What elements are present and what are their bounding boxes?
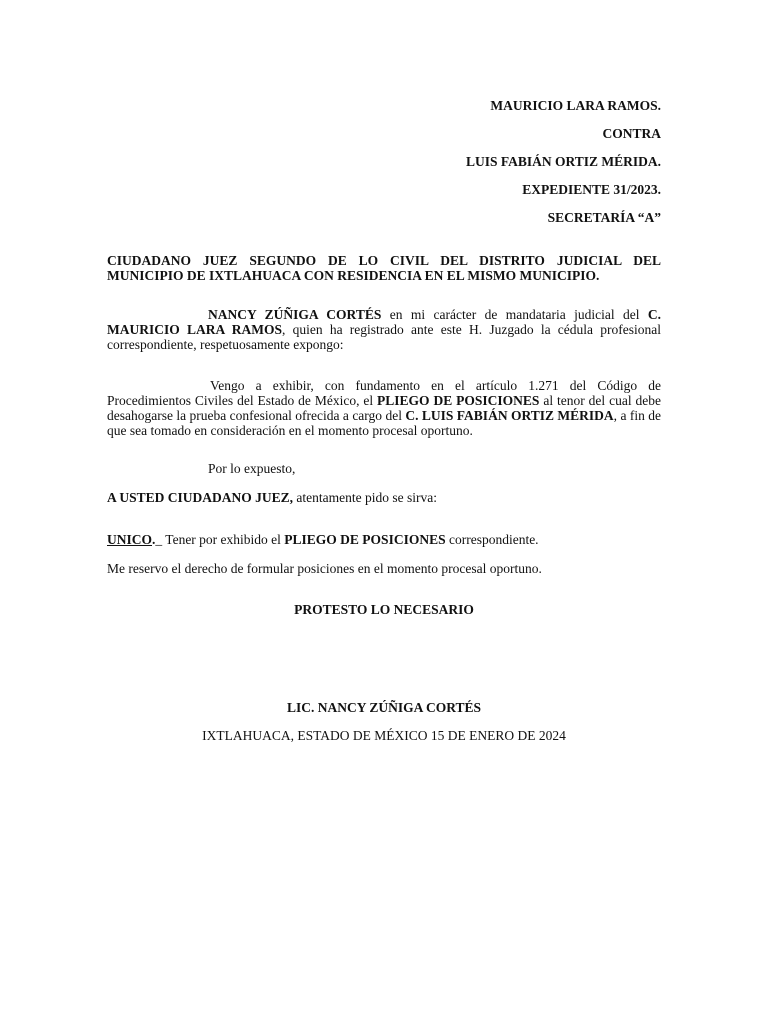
place-and-date: IXTLAHUACA, ESTADO DE MÉXICO 15 DE ENERO DE 2024 (202, 728, 566, 743)
p2-bold-1: PLIEGO DE POSICIONES (377, 393, 540, 408)
unico-label: UNICO (107, 532, 153, 547)
caption-secretaria: SECRETARÍA “A” (547, 210, 661, 225)
paragraph-reserva: Me reservo el derecho de formular posiciones en el momento procesal oportuno. (107, 561, 542, 576)
p5-text-2: correspondiente. (445, 532, 539, 547)
caption-demandado: LUIS FABIÁN ORTIZ MÉRIDA. (465, 154, 661, 169)
p2-text-2: al tenor del cual debe desahogarse la prueba confesional ofrecida a cargo del (107, 393, 661, 423)
protesto-heading: PROTESTO LO NECESARIO (294, 602, 474, 617)
p2-text-3: , a fin de que sea tomado en consideración en el momento procesal oportuno. (107, 408, 661, 438)
p2-text-1: Vengo a exhibir, con fundamento en el artículo 1.271 del Código de Procedimientos Civiles del Estado de México, el (107, 378, 661, 408)
p4-bold: A USTED CIUDADANO JUEZ, (107, 490, 294, 505)
p5-bold: PLIEGO DE POSICIONES (284, 532, 446, 547)
p1-text-2: , quien ha registrado ante este H. Juzgado la cédula profesional correspondiente, respetuosamente expongo: (107, 322, 661, 352)
p5-text-1: _ Tener por exhibido el (155, 532, 285, 547)
caption-actor: MAURICIO LARA RAMOS. (490, 98, 661, 113)
paragraph-exhibit (107, 378, 661, 438)
caption-contra: CONTRA (602, 126, 661, 141)
paragraph-request (107, 490, 661, 505)
caption-expediente: EXPEDIENTE 31/2023. (522, 182, 661, 197)
paragraph-introduction (107, 307, 661, 352)
p2-bold-2: C. LUIS FABIÁN ORTIZ MÉRIDA (405, 408, 614, 423)
p1-text-1: en mi carácter de mandataria judicial del (381, 307, 648, 322)
client-name: C. MAURICIO LARA RAMOS (107, 307, 661, 337)
paragraph-por-lo-expuesto: Por lo expuesto, (208, 461, 296, 476)
case-caption (466, 98, 661, 238)
p4-text: atentamente pido se sirva: (293, 490, 437, 505)
attorney-name: NANCY ZÚÑIGA CORTÉS (208, 307, 382, 322)
unico-separator: . (152, 532, 156, 547)
paragraph-unico (107, 532, 661, 547)
addressee-heading: CIUDADANO JUEZ SEGUNDO DE LO CIVIL DEL DISTRITO JUDICIAL DEL MUNICIPIO DE IXTLAHUACA CON RESIDENCIA EN EL MISMO MUNICIPIO. (107, 253, 661, 283)
signature-name: LIC. NANCY ZÚÑIGA CORTÉS (286, 700, 482, 715)
